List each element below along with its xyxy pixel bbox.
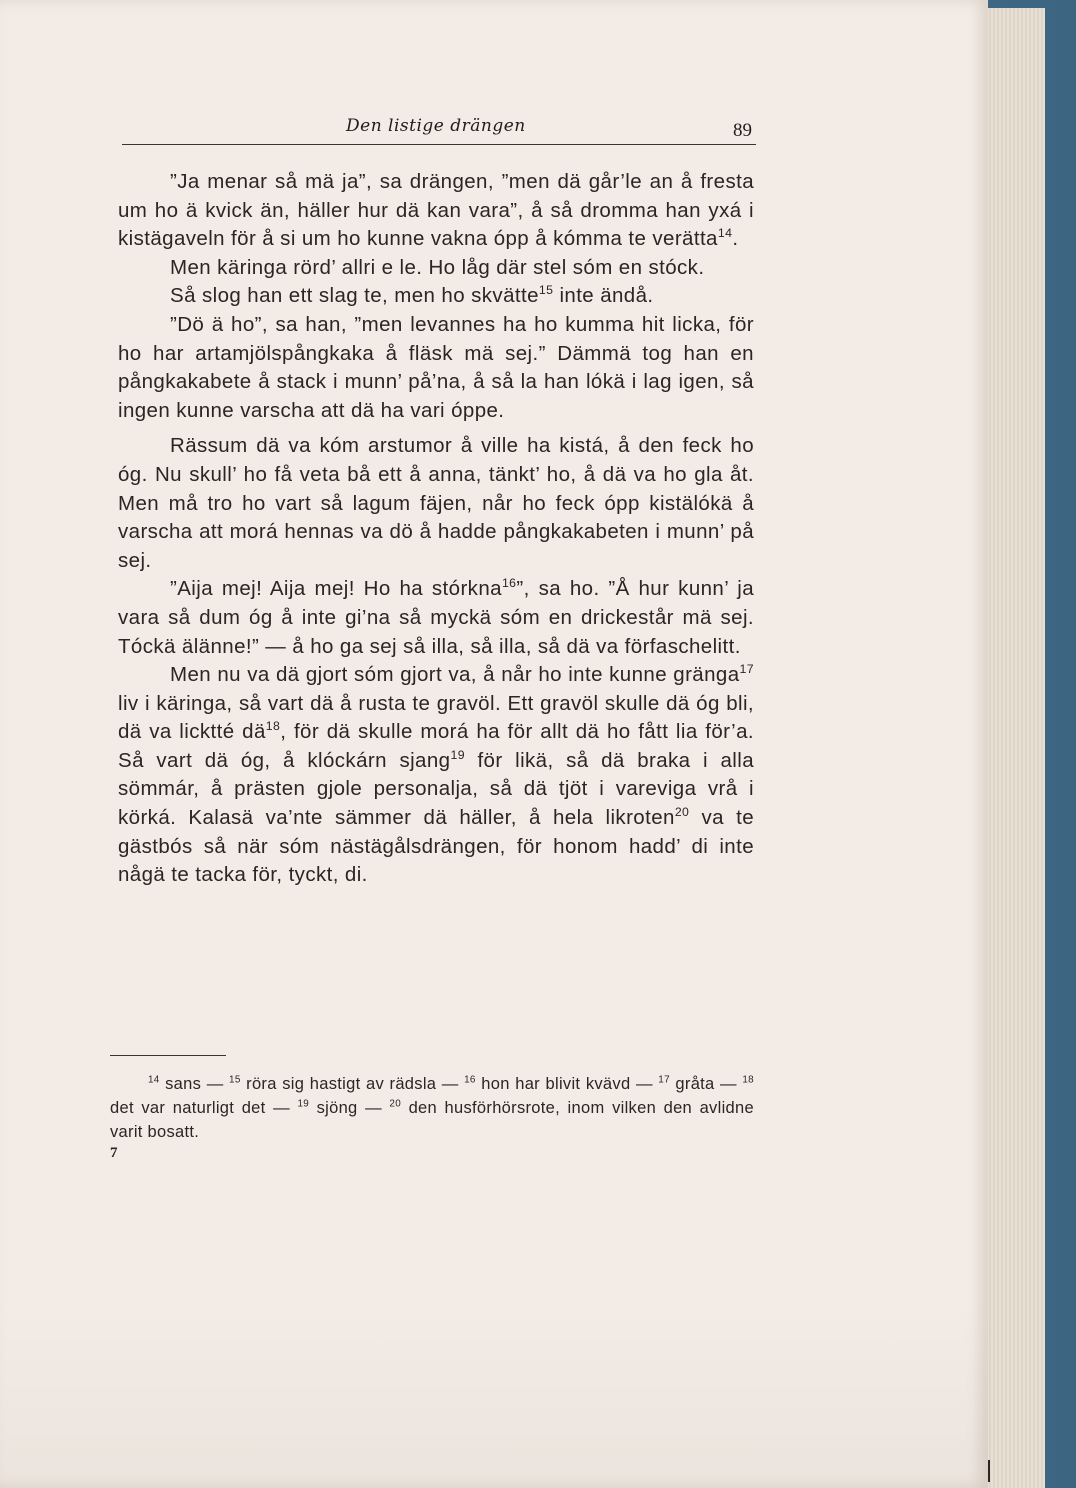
footnote-block: $^{14}$ sans — $^{15}$ röra sig hastigt av rädsla — $^{16}$ hon har blivit kvävd — $^{17}$ gråta — $^{18}$ det var naturligt det — $^{19}$ sjöng — $^{20}$ den husförhörsrote, inom vilken den avlidne varit bosatt. <box>110 1074 754 1141</box>
footnote-ref: 18 <box>265 719 281 734</box>
paragraph: Rässum dä va kóm arstumor å ville ha kistá, å den feck ho óg. Nu skull’ ho få veta bå ett å anna, tänkt’ ho, å dä va ho gla åt. Men må tro ho vart så lagum fäjen, når ho feck ópp kistälókä å varscha att morá hennas va dö å hadde pångkakabeten i munn’ på sej. <box>118 434 754 572</box>
footnotes <box>110 1072 754 1144</box>
paragraph: Så slog han ett slag te, men ho skvätte$^{15}$ inte ändå. <box>170 283 654 308</box>
footnote-ref: 17 <box>739 662 754 677</box>
footnote-ref: 14 <box>717 226 733 241</box>
paragraph: Men nu va dä gjort sóm gjort va, å når ho inte kunne gränga$^{17}$ liv i käringa, så vart dä å rusta te gravöl. Ett gravöl skulle dä óg bli, dä va licktté $dä^{18}$, för dä skulle morá ha för allt dä ho fått lia för’a. Så vart dä óg, å klóckárn sjang$^{19}$ för likä, så dä braka i alla sömmár, å prästen gjole personalja, så dä tjöt i vareviga vrå i körká. Kalasä va’nte sämmer dä häller, å hela likroten$^{20}$ va te gästbós så när sóm nästägålsdrängen, för honom hadd’ di inte någä te tacka för, tyckt, di. <box>118 662 754 887</box>
running-title: Den listige drängen <box>346 116 526 136</box>
page-shade <box>0 1300 988 1488</box>
footnote-ref: 15 <box>538 283 554 298</box>
paragraph: ”Ja menar så mä ja”, sa drängen, ”men dä går’le an å fresta um ho ä kvick än, häller hur dä kan vara”, å så dromma han yxá i kistägaveln för å si um ho kunne vakna ópp å kómma te verätta$^{14}$. <box>118 170 754 251</box>
body-text <box>118 168 754 890</box>
signature-mark: 7 <box>110 1145 118 1161</box>
paragraph: Men käringa rörd’ allri e le. Ho låg där stel sóm en stóck. <box>170 255 705 279</box>
paragraph: ”Aija mej! Aija mej! Ho ha stórkna$^{16}$”, sa ho. ”Å hur kunn’ ja vara så dum óg å inte gi’na så myckä sóm en drickestår mä sej. Tóckä älänne!” — å ho ga sej så illa, så illa, så dä va förfaschelitt. <box>118 576 754 658</box>
footnote-ref: 20 <box>674 805 690 820</box>
page-number: 89 <box>733 120 752 141</box>
header-rule <box>122 144 756 145</box>
footnote-ref: 19 <box>450 748 465 763</box>
footnote-ref: 16 <box>501 576 517 591</box>
binding-mark <box>988 1460 990 1482</box>
footnote-rule <box>110 1055 226 1056</box>
paragraph: ”Dö ä ho”, sa han, ”men levannes ha ho kumma hit licka, för ho har artamjölspångkaka å fläsk mä sej.” Dämmä tog han en pångkakabete å stack i munn’ på’na, å så la han lókä i lag igen, så ingen kunne varscha att dä ha vari óppe. <box>118 312 754 422</box>
